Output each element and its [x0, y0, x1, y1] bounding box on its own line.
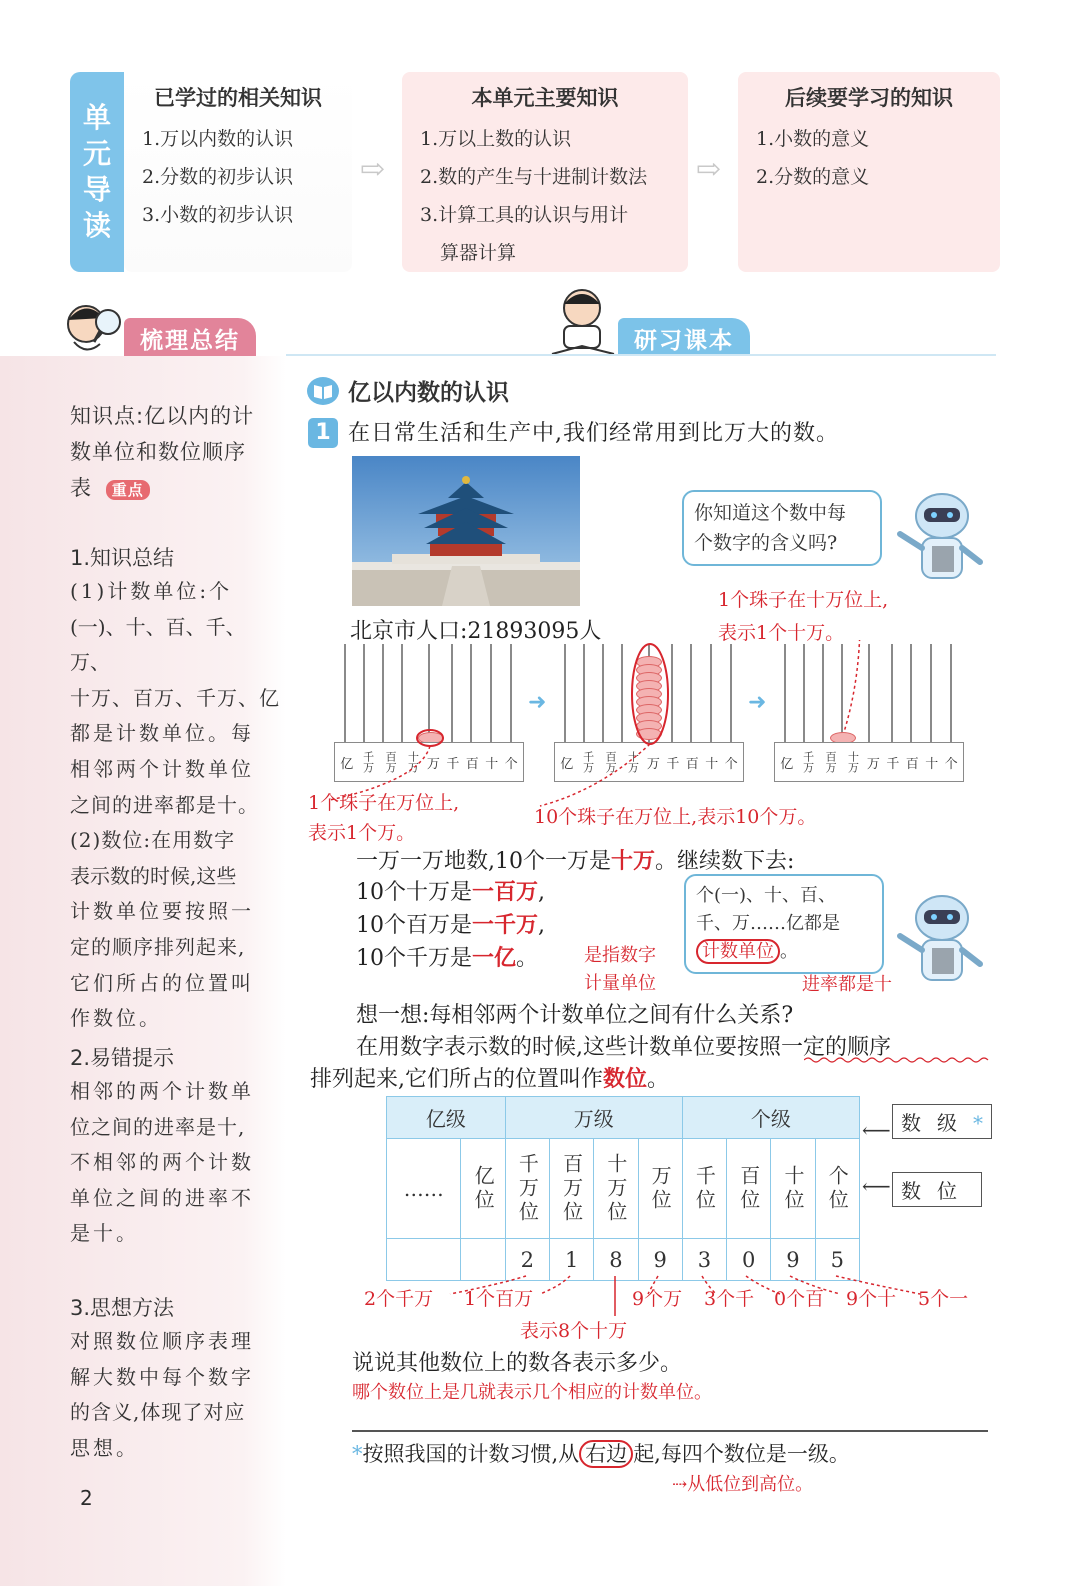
place-label: 亿: [780, 756, 794, 772]
wavy-underline: [804, 1056, 990, 1064]
count-line: [356, 876, 545, 909]
text-line: 单位之间的进率不: [70, 1185, 254, 1210]
level-row: [387, 1097, 860, 1139]
guide-item: 1.小数的意义: [756, 128, 870, 150]
bubble-line: 。: [780, 941, 798, 962]
red-term: 十万: [611, 848, 656, 874]
digit-cell: 1: [550, 1239, 594, 1281]
text-line: 思想。: [70, 1435, 139, 1460]
text-span: 起,每四个数位是一级。: [633, 1442, 850, 1466]
unit-guide-tag: [70, 72, 124, 272]
guide-item: 算器计算: [440, 242, 517, 264]
guide-item: 3.计算工具的认识与用计: [420, 204, 629, 226]
text-line: 计数单位要按照一: [70, 899, 254, 924]
book-icon: [306, 376, 340, 406]
text-line: (2)数位:在用数字: [70, 828, 236, 853]
text-line: 都是计数单位。每: [70, 721, 254, 746]
position-text: 百万位: [559, 1152, 584, 1225]
text-span: 一万一万地数,10个一万是: [356, 849, 611, 874]
guide-tag-char: 单: [82, 101, 111, 134]
guide-box-main: [402, 72, 688, 272]
section-study-tab: 研习课本: [618, 318, 750, 356]
robot-icon: [888, 488, 988, 588]
section-summary-tab: 梳理总结: [124, 318, 256, 356]
level-cell: 个级: [682, 1097, 859, 1139]
section-divider: [286, 354, 996, 356]
red-term: 数位: [603, 1066, 648, 1092]
position-cell: [550, 1139, 594, 1239]
text-line: 是十。: [70, 1221, 139, 1246]
digit-cell: 5: [815, 1239, 859, 1281]
position-cell: [638, 1139, 682, 1239]
text-line: 位之间的进率是十,: [70, 1114, 246, 1139]
summary-text-3: [70, 1324, 280, 1466]
guide-item: 2.分数的初步认识: [142, 166, 294, 188]
guide-tag-char: 读: [82, 209, 111, 242]
guide-tag-char: 元: [82, 137, 111, 170]
position-cell: [815, 1139, 859, 1239]
guide-tag-char: 导: [82, 173, 111, 206]
kp-title-line: 表: [70, 476, 92, 500]
footnote-annotation: [672, 1470, 813, 1496]
arrow-right-icon: ➜: [748, 690, 767, 715]
place-label: 百: [465, 756, 479, 772]
red-term: 一亿: [472, 945, 517, 971]
text-line: 解大数中每个数字: [70, 1364, 254, 1389]
exercise-number: 1: [308, 418, 338, 448]
label-text: 数级: [901, 1111, 973, 1135]
text-line: 它们所占的位置叫: [70, 970, 254, 995]
place-label: 万: [646, 756, 660, 772]
place-label: 十万: [406, 751, 420, 773]
star-mark: *: [973, 1111, 983, 1135]
page-number: 2: [80, 1486, 93, 1510]
guide-box-title: 已学过的相关知识: [154, 86, 322, 110]
note-ten-thousand: [308, 788, 459, 848]
digit-note: 5个一: [918, 1288, 969, 1310]
label-position: 数位: [892, 1172, 982, 1207]
text-line: 对照数位顺序表理: [70, 1329, 254, 1353]
digit-note: 9个万: [632, 1288, 683, 1310]
text-line: 作数位。: [70, 1006, 162, 1031]
count-line: [356, 942, 545, 975]
count-lines: [356, 876, 545, 975]
place-label: 千万: [801, 751, 815, 773]
text-span: 。继续数下去:: [655, 849, 795, 874]
definition-line-1: 在用数字表示数的时候,这些计数单位要按照一定的顺序: [356, 1035, 891, 1060]
text-line: 相邻的两个计数单: [70, 1079, 254, 1103]
circled-term: 计数单位: [696, 939, 780, 964]
footnote: [352, 1438, 850, 1468]
summary-heading-1: 1.知识总结: [70, 546, 175, 570]
kid-reading-icon: [548, 282, 618, 360]
place-label: 个: [944, 756, 958, 772]
text-span: 按照我国的计数习惯,从: [362, 1442, 580, 1466]
note-line: 是指数字: [584, 945, 656, 966]
text-line: (一)、十、百、千、万、: [70, 614, 246, 675]
guide-item: 3.小数的初步认识: [142, 204, 294, 226]
speech-bubble-units: [684, 874, 884, 974]
text-span: 。: [516, 946, 539, 971]
star-mark: *: [352, 1442, 363, 1466]
text-line: 表示数的时候,这些: [70, 863, 237, 888]
place-label: 千: [446, 756, 460, 772]
footnote-divider: [352, 1430, 988, 1432]
digit-note: 2个千万: [364, 1288, 434, 1310]
note-ten-beads: 10个珠子在万位上,表示10个万。: [534, 806, 817, 828]
guide-item: 2.数的产生与十进制计数法: [420, 166, 648, 188]
summary-text-1: [70, 574, 280, 1037]
place-label: 个: [724, 756, 738, 772]
bubble-line: 千、万……亿都是: [696, 913, 840, 934]
temple-of-heaven-photo: [352, 456, 580, 606]
text-line: 相邻两个计数单位: [70, 756, 254, 781]
count-line-a: [356, 844, 794, 875]
guide-box-title: 本单元主要知识: [471, 86, 619, 110]
text-line: (1)计数单位:个: [70, 579, 233, 603]
place-label: 百: [685, 756, 699, 772]
guide-item: 2.分数的意义: [756, 166, 870, 188]
place-label: 千: [886, 756, 900, 772]
position-text: 个位: [825, 1164, 850, 1213]
knowledge-point-title: [70, 398, 254, 508]
note-line: 表示1个十万。: [718, 622, 845, 644]
digit-note: 0个百: [774, 1288, 825, 1310]
guide-box-title: 后续要学习的知识: [785, 86, 953, 110]
summary-text-2: [70, 1074, 280, 1252]
position-cell: [461, 1139, 505, 1239]
label-level: [892, 1104, 992, 1139]
count-line: [356, 909, 545, 942]
text-line: 之间的进率都是十。: [70, 792, 259, 817]
position-text: 百位: [736, 1164, 761, 1213]
position-cell: [594, 1139, 638, 1239]
place-label: 万: [426, 756, 440, 772]
place-label: 万: [866, 756, 880, 772]
digit-cell: 3: [682, 1239, 726, 1281]
kp-title-line: 知识点:亿以内的计: [70, 404, 255, 428]
digit-note: 9个十: [846, 1288, 897, 1310]
right-arrow-icon: ⇨: [696, 152, 722, 187]
text-span: ,: [538, 913, 546, 938]
discussion-prompt: 说说其他数位上的数各表示多少。: [352, 1351, 683, 1376]
guide-item: 1.万以上数的认识: [420, 128, 572, 150]
place-label: 百万: [384, 751, 398, 773]
place-label: 十: [705, 756, 719, 772]
text-line: 十万、百万、千万、亿: [70, 685, 280, 710]
position-text: 万位: [648, 1164, 673, 1213]
text-span: 10个千万是: [356, 946, 472, 971]
place-label: 百万: [824, 751, 838, 773]
guide-item: 1.万以内数的认识: [142, 128, 294, 150]
place-label: 个: [504, 756, 518, 772]
topic-title: 亿以内数的认识: [348, 380, 509, 406]
digit-cell: 9: [771, 1239, 815, 1281]
note-line: 1个珠子在万位上,: [308, 792, 460, 814]
place-label: 百: [905, 756, 919, 772]
note-line: 计量单位: [584, 973, 656, 994]
speech-bubble-question: [682, 490, 882, 566]
text-span: 从低位到高位。: [687, 1474, 814, 1495]
position-cell: [387, 1139, 461, 1239]
place-label: 十: [485, 756, 499, 772]
place-label: 千万: [361, 751, 375, 773]
place-label: 亿: [560, 756, 574, 772]
population-caption: 北京市人口:21893095人: [350, 619, 602, 644]
text-line: 不相邻的两个计数: [70, 1150, 254, 1175]
note-line: 表示1个万。: [308, 822, 416, 844]
guide-box-learned: [124, 72, 352, 272]
bubble-line: 你知道这个数中每: [694, 502, 847, 524]
digit-note-center: 表示8个十万: [520, 1320, 628, 1342]
level-cell: 万级: [505, 1097, 682, 1139]
position-text: 千万位: [515, 1152, 540, 1225]
bubble-line: 个(一)、十、百、: [696, 885, 837, 906]
place-label: 亿: [340, 756, 354, 772]
level-cell: 亿级: [387, 1097, 506, 1139]
red-term: 一百万: [472, 879, 539, 905]
place-label: 十万: [846, 751, 860, 773]
position-text: 千位: [692, 1164, 717, 1213]
position-text: 十位: [780, 1164, 805, 1213]
text-span: 10个十万是: [356, 880, 472, 905]
text-line: 定的顺序排列起来,: [70, 934, 246, 959]
place-label: 千: [666, 756, 680, 772]
note-rate: 进率都是十: [802, 974, 892, 995]
topic-heading: [306, 374, 509, 407]
position-cell: [505, 1139, 549, 1239]
position-text: ……: [403, 1176, 444, 1201]
kp-title-line: 数单位和数位顺序: [70, 440, 246, 464]
place-label: 千万: [581, 751, 595, 773]
text-span: 。: [647, 1067, 670, 1092]
exercise-text: 在日常生活和生产中,我们经常用到比万大的数。: [348, 421, 839, 446]
note-unit-meaning: [584, 942, 656, 998]
right-arrow-icon: ⇨: [360, 152, 386, 187]
guide-box-future: [738, 72, 1000, 272]
text-line: 的含义,体现了对应: [70, 1400, 246, 1425]
digit-note: 3个千: [704, 1288, 755, 1310]
place-label: 十万: [626, 751, 640, 773]
position-row: [387, 1139, 860, 1239]
position-text: 十万位: [603, 1152, 628, 1225]
position-cell: [682, 1139, 726, 1239]
digit-cell: 9: [638, 1239, 682, 1281]
digit-cell: 8: [594, 1239, 638, 1281]
text-span: 10个百万是: [356, 913, 472, 938]
bubble-line: 个数字的含义吗?: [694, 532, 838, 554]
arrow-left-icon: ⟵: [862, 1174, 891, 1198]
position-text: 亿位: [471, 1164, 496, 1213]
position-cell: [727, 1139, 771, 1239]
digit-cell: 2: [505, 1239, 549, 1281]
digit-note: 1个百万: [464, 1288, 534, 1310]
arrow-right-icon: ➜: [528, 690, 547, 715]
arrow-left-icon: ⟵: [862, 1118, 891, 1142]
robot-icon: [888, 890, 988, 990]
place-label: 十: [925, 756, 939, 772]
text-span: ,: [538, 880, 546, 905]
red-term: 一千万: [472, 912, 539, 938]
text-span: 排列起来,它们所占的位置叫作: [310, 1067, 603, 1092]
circled-term: 右边: [579, 1440, 633, 1468]
place-label: 百万: [604, 751, 618, 773]
digit-cell: 0: [727, 1239, 771, 1281]
kid-magnifier-icon: [56, 298, 126, 358]
arrow-icon: ⇢: [672, 1474, 688, 1495]
place-value-table: [386, 1096, 860, 1281]
summary-heading-3: 3.思想方法: [70, 1296, 175, 1320]
discussion-answer: 哪个数位上是几就表示几个相应的计数单位。: [352, 1382, 712, 1403]
summary-heading-2: 2.易错提示: [70, 1046, 175, 1070]
definition-line-2: [310, 1062, 669, 1093]
key-point-badge: 重点: [106, 480, 150, 500]
note-line: 1个珠子在十万位上,: [718, 589, 889, 611]
position-cell: [771, 1139, 815, 1239]
think-question: 想一想:每相邻两个计数单位之间有什么关系?: [356, 1003, 794, 1028]
